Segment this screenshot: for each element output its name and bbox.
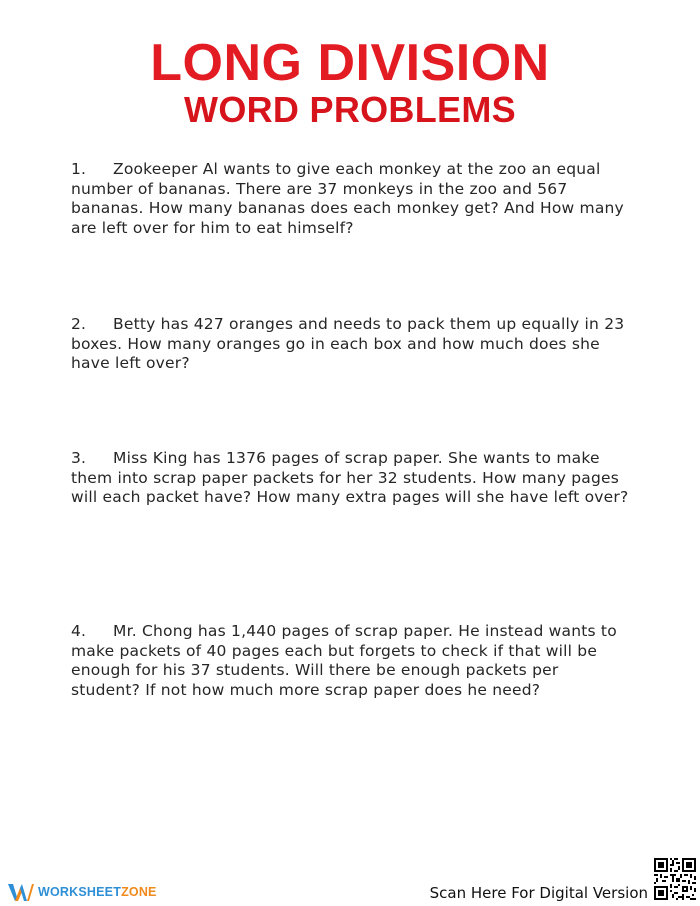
worksheetzone-logo[interactable] xyxy=(8,880,157,904)
problem-number: 3. xyxy=(71,449,87,467)
scan-instruction: Scan Here For Digital Version xyxy=(429,884,648,902)
worksheet-title: LONG DIVISION xyxy=(150,34,550,92)
problem-number: 4. xyxy=(71,622,87,640)
problem-text: Betty has 427 oranges and needs to pack them up equally in 23 boxes. How many oranges go in each box and how much does she have left over? xyxy=(71,315,625,373)
problem-1 xyxy=(71,160,631,238)
worksheetzone-w-icon xyxy=(8,882,34,902)
problem-4 xyxy=(71,622,631,700)
problem-text: Mr. Chong has 1,440 pages of scrap paper. He instead wants to make packets of 40 pages each but forgets to check if that will be enough for his 37 students. Will there be enough packets per student? If not how much more scrap paper does he need? xyxy=(71,622,617,699)
logo-word-zone: ZONE xyxy=(121,885,157,899)
problem-text: Miss King has 1376 pages of scrap paper. She wants to make them into scrap paper packets for her 32 students. How many pages will each packet have? How many extra pages will she have left over? xyxy=(71,449,629,507)
logo-word-worksheet: WORKSHEET xyxy=(38,885,122,899)
problem-number: 1. xyxy=(71,160,87,178)
worksheet-subtitle: WORD PROBLEMS xyxy=(184,89,516,130)
problem-text: Zookeeper Al wants to give each monkey at the zoo an equal number of bananas. There are 37 monkeys in the zoo and 567 bananas. How many bananas does each monkey get? And How many are left over for him to eat himself? xyxy=(71,160,624,237)
qr-code-icon[interactable] xyxy=(654,858,696,900)
problem-number: 2. xyxy=(71,315,87,333)
logo-text xyxy=(38,885,157,899)
problem-2 xyxy=(71,315,631,374)
problem-3 xyxy=(71,449,631,508)
